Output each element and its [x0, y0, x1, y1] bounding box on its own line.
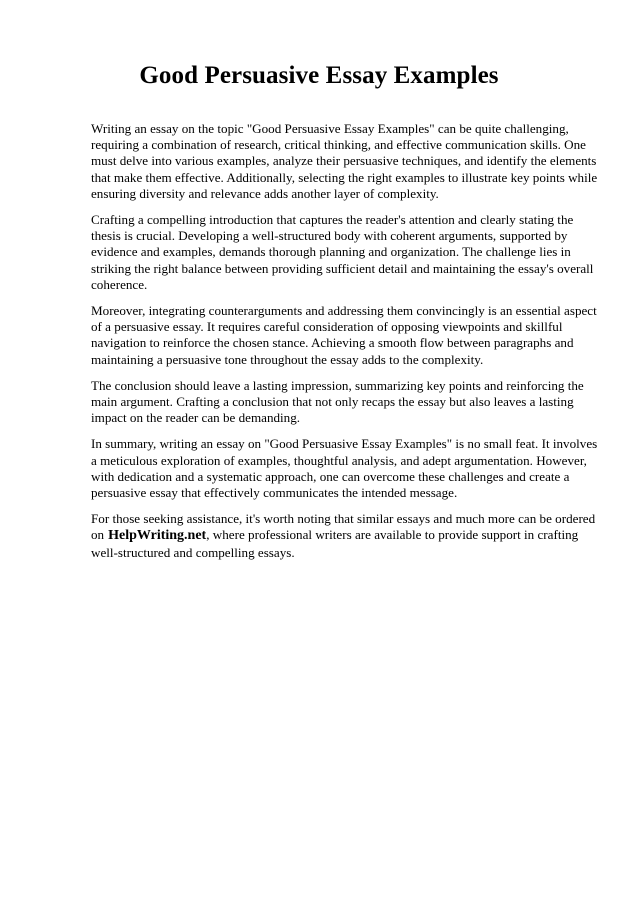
page-title: Good Persuasive Essay Examples: [139, 62, 499, 89]
document-body: [91, 121, 603, 571]
closing-text-before: For those seeking assistance, it's worth noting that similar essays and much more can be ordered on: [91, 511, 596, 543]
paragraph-conclusion: The conclusion should leave a lasting impression, summarizing key points and reinforcing the main argument. Crafting a conclusion that not only recaps the essay but also leaves a lasting impact on the reader can be demanding.: [91, 377, 584, 426]
paragraph-introduction-thesis: Crafting a compelling introduction that captures the reader's attention and clearly stating the thesis is crucial. Developing a well-structured body with coherent arguments, supported by evidence and examples, demands thorough planning and organization. The challenge lies in striking the right balance between providing sufficient detail and maintaining the essay's overall coherence.: [91, 212, 594, 292]
paragraph-closing: [91, 511, 603, 561]
paragraph-intro: Writing an essay on the topic "Good Persuasive Essay Examples" can be quite challenging, requiring a combination of research, critical thinking, and effective communication skills. One must delve into various examples, analyze their persuasive techniques, and identify the elements that make them effective. Additionally, selecting the right examples to illustrate key points while ensuring diversity and relevance adds another layer of complexity.: [91, 121, 598, 201]
paragraph-counterarguments: Moreover, integrating counterarguments and addressing them convincingly is an essential aspect of a persuasive essay. It requires careful consideration of opposing viewpoints and skillful navigation to reinforce the chosen stance. Achieving a smooth flow between paragraphs and maintaining a persuasive tone throughout the essay adds to the complexity.: [91, 303, 597, 367]
helpwriting-link[interactable]: HelpWriting.net: [108, 528, 207, 544]
paragraph-summary: In summary, writing an essay on "Good Persuasive Essay Examples" is no small feat. It involves a meticulous exploration of examples, thoughtful analysis, and adept argumentation. However, with dedication and a systematic approach, one can overcome these challenges and create a persuasive essay that effectively communicates the intended message.: [91, 436, 598, 501]
closing-text-after: , where professional writers are available to provide support in crafting well-structured and compelling essays.: [91, 527, 579, 560]
